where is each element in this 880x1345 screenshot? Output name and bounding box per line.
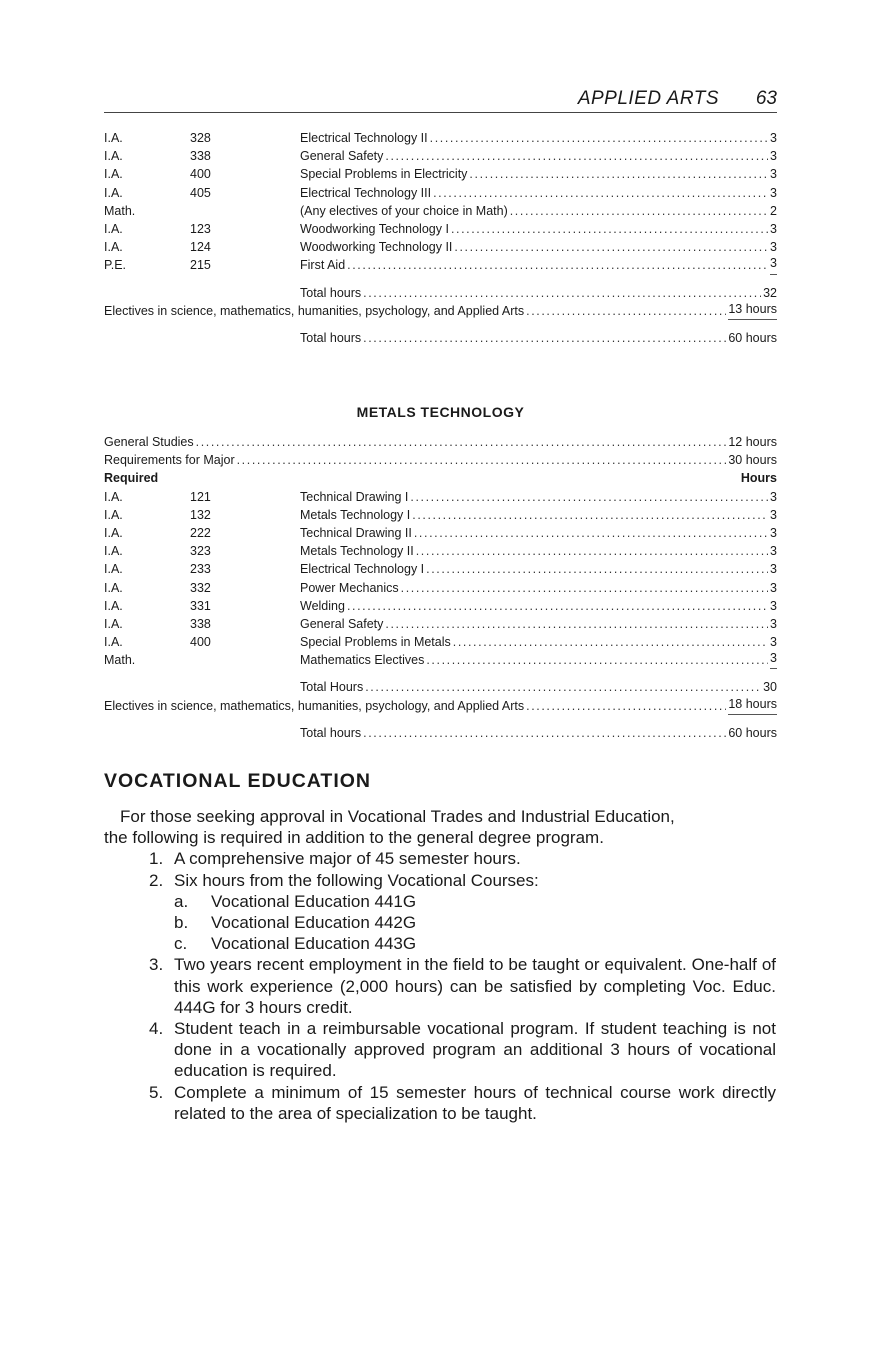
course-dept: I.A. xyxy=(104,167,123,182)
course-hours: 3 xyxy=(770,507,777,522)
sub-list-item xyxy=(104,891,776,912)
running-header xyxy=(104,88,777,113)
sub-list-item-text: Vocational Education 443G xyxy=(211,934,417,954)
course-hours: 3 xyxy=(770,149,777,164)
course-title: Woodworking Technology I xyxy=(300,221,449,236)
total-row xyxy=(104,284,777,302)
course-title: Mathematics Electives xyxy=(300,653,425,668)
course-title: Woodworking Technology II xyxy=(300,240,453,255)
list-item-text: Two years recent employment in the field to be taught or equivalent. One-half of this work experience (2,000 hours) can be satisfied by completing Voc. Educ. 444G for 3 hours credit. xyxy=(174,955,776,1017)
course-row xyxy=(104,147,777,165)
list-marker: 1. xyxy=(149,849,164,869)
course-number: 222 xyxy=(190,525,211,540)
grand-total-row xyxy=(104,724,777,742)
total-label: Total Hours xyxy=(300,680,364,695)
course-number: 215 xyxy=(190,258,211,273)
course-dept: I.A. xyxy=(104,149,123,164)
course-row xyxy=(104,238,777,256)
course-title: Metals Technology II xyxy=(300,544,414,559)
list-item-text: Student teach in a reimbursable vocational program. If student teaching is not done in a vocationally approved program an additional 3 hours of vocational education is required. xyxy=(174,1019,776,1081)
electives-row xyxy=(104,302,777,320)
course-title: Special Problems in Electricity xyxy=(300,167,468,182)
list-item xyxy=(104,954,776,1018)
course-dept: I.A. xyxy=(104,131,123,145)
course-number: 331 xyxy=(190,598,211,613)
list-item xyxy=(104,848,776,869)
course-title: Electrical Technology II xyxy=(300,131,428,145)
metals-course-table xyxy=(104,433,777,742)
course-number: 121 xyxy=(190,489,211,504)
grand-total-label: Total hours xyxy=(300,725,362,740)
course-hours: 3 xyxy=(770,651,777,669)
course-title: Electrical Technology III xyxy=(300,185,432,200)
course-dept: I.A. xyxy=(104,562,123,577)
course-title: Technical Drawing II xyxy=(300,525,412,540)
page-number: 63 xyxy=(755,88,777,109)
list-marker: 2. xyxy=(149,870,164,890)
course-title: Metals Technology I xyxy=(300,507,411,522)
grand-total-row xyxy=(104,329,777,347)
course-hours: 3 xyxy=(770,580,777,595)
grand-total-label: Total hours xyxy=(300,330,362,345)
course-dept: I.A. xyxy=(104,221,123,236)
sub-list-item xyxy=(104,912,776,933)
course-row xyxy=(104,579,777,597)
course-row xyxy=(104,597,777,615)
list-item xyxy=(104,1082,776,1124)
sub-list-item-text: Vocational Education 442G xyxy=(211,913,417,933)
list-marker: 5. xyxy=(149,1082,164,1102)
course-dept: I.A. xyxy=(104,544,123,559)
course-row xyxy=(104,633,777,651)
course-row xyxy=(104,256,777,274)
requirements-row xyxy=(104,451,777,469)
list-item xyxy=(104,1018,776,1082)
course-row xyxy=(104,524,777,542)
sub-list-marker: c. xyxy=(174,934,188,954)
course-number: 132 xyxy=(190,507,211,522)
course-hours: 3 xyxy=(770,598,777,613)
course-number: 338 xyxy=(190,616,211,631)
electives-label: Electives in science, mathematics, humanities, psychology, and Applied Arts xyxy=(104,698,525,713)
course-title: Technical Drawing I xyxy=(300,489,409,504)
requirements-label: Requirements for Major xyxy=(104,453,235,468)
course-hours: 3 xyxy=(770,240,777,255)
course-title: First Aid xyxy=(300,258,346,273)
general-studies-label: General Studies xyxy=(104,435,194,449)
list-item-text: Complete a minimum of 15 semester hours of technical course work directly related to the area of specialization to be taught. xyxy=(174,1082,776,1123)
course-title: Power Mechanics xyxy=(300,580,399,595)
course-row xyxy=(104,129,777,147)
course-dept: Math. xyxy=(104,203,136,218)
course-title: (Any electives of your choice in Math) xyxy=(300,203,508,218)
course-row xyxy=(104,542,777,560)
intro-paragraph-line2: the following is required in addition to the general degree program. xyxy=(104,828,604,848)
required-label: Required xyxy=(104,471,159,486)
general-studies-value: 12 hours xyxy=(728,435,777,449)
header-title: APPLIED ARTS xyxy=(577,88,719,109)
electives-value: 13 hours xyxy=(728,302,777,320)
course-number: 123 xyxy=(190,221,211,236)
sub-list-marker: b. xyxy=(174,913,189,933)
course-hours: 3 xyxy=(770,167,777,182)
list-marker: 3. xyxy=(149,955,164,975)
course-dept: I.A. xyxy=(104,240,123,255)
course-hours: 3 xyxy=(770,185,777,200)
electives-value: 18 hours xyxy=(728,697,777,715)
grand-total-value: 60 hours xyxy=(728,725,777,740)
course-hours: 3 xyxy=(770,525,777,540)
course-hours: 3 xyxy=(770,544,777,559)
total-value: 32 xyxy=(763,285,777,300)
hours-label: Hours xyxy=(740,471,777,486)
course-row xyxy=(104,560,777,578)
grand-total-value: 60 hours xyxy=(728,330,777,345)
course-title: Welding xyxy=(300,598,345,613)
course-number: 328 xyxy=(190,131,211,145)
total-row xyxy=(104,678,777,696)
course-row xyxy=(104,220,777,238)
total-value: 30 xyxy=(763,680,777,695)
course-row xyxy=(104,651,777,669)
applied-arts-course-table xyxy=(104,129,777,347)
course-row xyxy=(104,202,777,220)
course-number: 233 xyxy=(190,562,211,577)
course-row xyxy=(104,184,777,202)
course-hours: 3 xyxy=(770,616,777,631)
requirements-value: 30 hours xyxy=(728,453,777,468)
intro-paragraph-line1: For those seeking approval in Vocational Trades and Industrial Education, xyxy=(120,807,675,826)
course-title: General Safety xyxy=(300,616,384,631)
course-dept: I.A. xyxy=(104,525,123,540)
total-label: Total hours xyxy=(300,285,362,300)
course-dept: I.A. xyxy=(104,507,123,522)
course-row xyxy=(104,165,777,183)
course-dept: I.A. xyxy=(104,185,123,200)
course-hours: 3 xyxy=(770,131,777,145)
course-number: 124 xyxy=(190,240,211,255)
course-hours: 3 xyxy=(770,635,777,650)
course-row xyxy=(104,488,777,506)
course-row xyxy=(104,506,777,524)
list-item-text: A comprehensive major of 45 semester hours. xyxy=(174,849,521,869)
course-number: 338 xyxy=(190,149,211,164)
electives-label: Electives in science, mathematics, humanities, psychology, and Applied Arts xyxy=(104,303,525,318)
list-item-text: Six hours from the following Vocational Courses: xyxy=(174,870,539,890)
list-item xyxy=(104,870,776,891)
course-dept: I.A. xyxy=(104,489,123,504)
course-hours: 3 xyxy=(770,221,777,236)
vocational-education-heading: VOCATIONAL EDUCATION xyxy=(104,770,371,792)
sub-list-item xyxy=(104,933,776,954)
electives-row xyxy=(104,697,777,715)
sub-list-item-text: Vocational Education 441G xyxy=(211,891,417,911)
course-dept: I.A. xyxy=(104,616,123,631)
course-hours: 3 xyxy=(770,562,777,577)
course-hours: 3 xyxy=(770,489,777,504)
course-hours: 3 xyxy=(770,256,777,274)
course-dept: I.A. xyxy=(104,598,123,613)
general-studies-row xyxy=(104,433,777,451)
course-title: Special Problems in Metals xyxy=(300,635,451,650)
list-marker: 4. xyxy=(149,1019,164,1039)
course-number: 323 xyxy=(190,544,211,559)
course-number: 405 xyxy=(190,185,211,200)
course-hours: 2 xyxy=(770,203,777,218)
course-title: General Safety xyxy=(300,149,384,164)
course-dept: Math. xyxy=(104,653,136,668)
course-dept: I.A. xyxy=(104,580,123,595)
vocational-education-body xyxy=(104,806,776,1124)
course-number: 400 xyxy=(190,167,211,182)
course-dept: I.A. xyxy=(104,635,123,650)
metals-technology-title: METALS TECHNOLOGY xyxy=(356,404,525,420)
course-row xyxy=(104,615,777,633)
course-number: 332 xyxy=(190,580,211,595)
sub-list-marker: a. xyxy=(174,891,189,911)
course-number: 400 xyxy=(190,635,211,650)
required-header-row xyxy=(104,469,777,487)
course-dept: P.E. xyxy=(104,258,127,273)
course-title: Electrical Technology I xyxy=(300,562,425,577)
requirements-list xyxy=(104,848,776,1124)
